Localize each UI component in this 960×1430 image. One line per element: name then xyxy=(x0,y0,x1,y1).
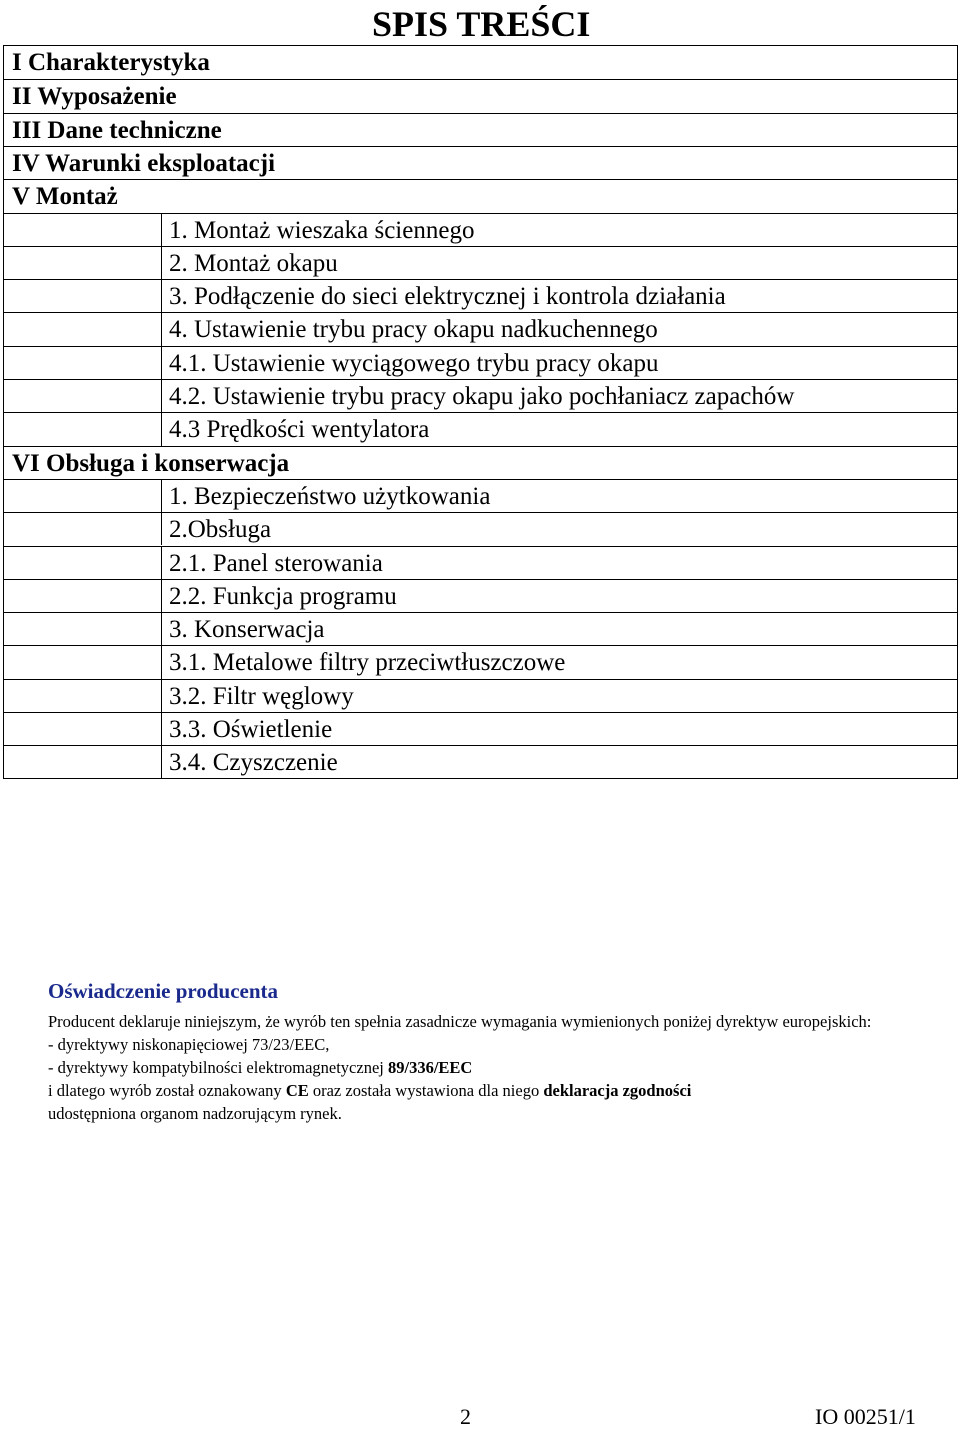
toc-entry-label: 2. Montaż okapu xyxy=(169,249,338,277)
punctuation: , xyxy=(325,1035,330,1054)
toc-column-divider xyxy=(161,279,162,312)
toc-entry xyxy=(4,46,957,79)
directive-code: 73/23/EEC xyxy=(251,1035,326,1054)
directive-text: - dyrektywy niskonapięciowej xyxy=(48,1035,252,1054)
toc-entry-label: 3. Podłączenie do sieci elektrycznej i kontrola działania xyxy=(169,283,726,311)
page-title: SPIS TREŚCI xyxy=(372,4,591,44)
toc-entry xyxy=(4,379,957,412)
page-number: 2 xyxy=(460,1404,471,1429)
toc-entry xyxy=(4,546,957,579)
toc-entry xyxy=(4,146,957,179)
toc-column-divider xyxy=(161,479,162,512)
declaration-heading: Oświadczenie producenta xyxy=(48,979,279,1003)
toc-column-divider xyxy=(161,512,162,545)
toc-column-divider xyxy=(161,712,162,745)
toc-column-divider xyxy=(161,213,162,246)
toc-entry xyxy=(4,446,957,479)
toc-entry-label: III Dane techniczne xyxy=(12,116,222,144)
toc-column-divider xyxy=(161,346,162,379)
toc-column-divider xyxy=(161,745,162,778)
toc-entry-label: I Charakterystyka xyxy=(12,49,210,76)
declaration-line-emc xyxy=(48,1056,928,1079)
toc-entry-label: II Wyposażenie xyxy=(12,83,177,111)
toc-entry-label: 3. Konserwacja xyxy=(169,616,325,644)
toc-entry-label: 2.Obsługa xyxy=(169,516,272,544)
toc-entry xyxy=(4,512,957,545)
toc-entry xyxy=(4,412,957,445)
toc-column-divider xyxy=(161,246,162,279)
toc-entry-label: 4.3 Prędkości wentylatora xyxy=(169,416,430,444)
toc-entry-label: V Montaż xyxy=(12,183,118,211)
toc-column-divider xyxy=(161,579,162,612)
toc-entry xyxy=(4,679,957,712)
declaration-text: i dlatego wyrób został oznakowany xyxy=(48,1081,286,1100)
ce-mark-text: CE xyxy=(285,1081,309,1100)
toc-entry xyxy=(4,712,957,745)
toc-entry-label: 4.2. Ustawienie trybu pracy okapu jako pochłaniacz zapachów xyxy=(169,383,795,410)
toc-column-divider xyxy=(161,412,162,445)
toc-entry xyxy=(4,213,957,246)
declaration-intro: Producent deklaruje niniejszym, że wyrób ten spełnia zasadnicze wymagania wymienionych poniżej dyrektyw europejskich: xyxy=(48,1012,872,1031)
document-code: IO 00251/1 xyxy=(815,1404,916,1429)
toc-entry xyxy=(4,745,957,778)
directive-text: - dyrektywy kompatybilności elektromagnetycznej xyxy=(48,1058,388,1077)
toc-column-divider xyxy=(161,645,162,678)
toc-entry xyxy=(4,113,957,146)
toc-column-divider xyxy=(161,379,162,412)
toc-entry-label: 3.4. Czyszczenie xyxy=(169,749,338,777)
toc-entry xyxy=(4,246,957,279)
manufacturer-declaration xyxy=(48,978,928,1125)
toc-entry xyxy=(4,645,957,678)
toc-entry-label: 2.1. Panel sterowania xyxy=(169,549,383,577)
declaration-text: oraz została wystawiona dla niego xyxy=(308,1081,544,1100)
toc-entry-label: 1. Bezpieczeństwo użytkowania xyxy=(169,482,491,510)
toc-entry xyxy=(4,579,957,612)
toc-entry xyxy=(4,479,957,512)
toc-column-divider xyxy=(161,546,162,579)
toc-entry xyxy=(4,179,957,212)
toc-entry xyxy=(4,612,957,645)
toc-entry-label: 4.1. Ustawienie wyciągowego trybu pracy okapu xyxy=(169,349,659,377)
table-of-contents xyxy=(3,45,958,779)
toc-entry xyxy=(4,346,957,379)
toc-column-divider xyxy=(161,612,162,645)
toc-entry-label: 1. Montaż wieszaka ściennego xyxy=(169,216,475,244)
toc-entry-label: IV Warunki eksploatacji xyxy=(12,149,276,177)
toc-entry-label: 2.2. Funkcja programu xyxy=(169,582,397,610)
toc-entry xyxy=(4,79,957,112)
directive-code: 89/336/EEC xyxy=(387,1058,473,1077)
toc-entry-label: 3.3. Oświetlenie xyxy=(169,716,333,743)
declaration-line-ce xyxy=(48,1079,928,1102)
toc-entry-label: 3.2. Filtr węglowy xyxy=(169,682,354,710)
toc-entry xyxy=(4,312,957,345)
conformity-declaration-text: deklaracja zgodności xyxy=(543,1081,692,1100)
declaration-line-low-voltage xyxy=(48,1033,928,1056)
toc-column-divider xyxy=(161,679,162,712)
declaration-line-end: udostępniona organom nadzorującym rynek. xyxy=(48,1104,342,1123)
toc-entry xyxy=(4,279,957,312)
toc-entry-label: 4. Ustawienie trybu pracy okapu nadkuchennego xyxy=(169,316,658,344)
toc-column-divider xyxy=(161,312,162,345)
toc-entry-label: VI Obsługa i konserwacja xyxy=(12,449,290,477)
toc-entry-label: 3.1. Metalowe filtry przeciwtłuszczowe xyxy=(169,649,566,677)
